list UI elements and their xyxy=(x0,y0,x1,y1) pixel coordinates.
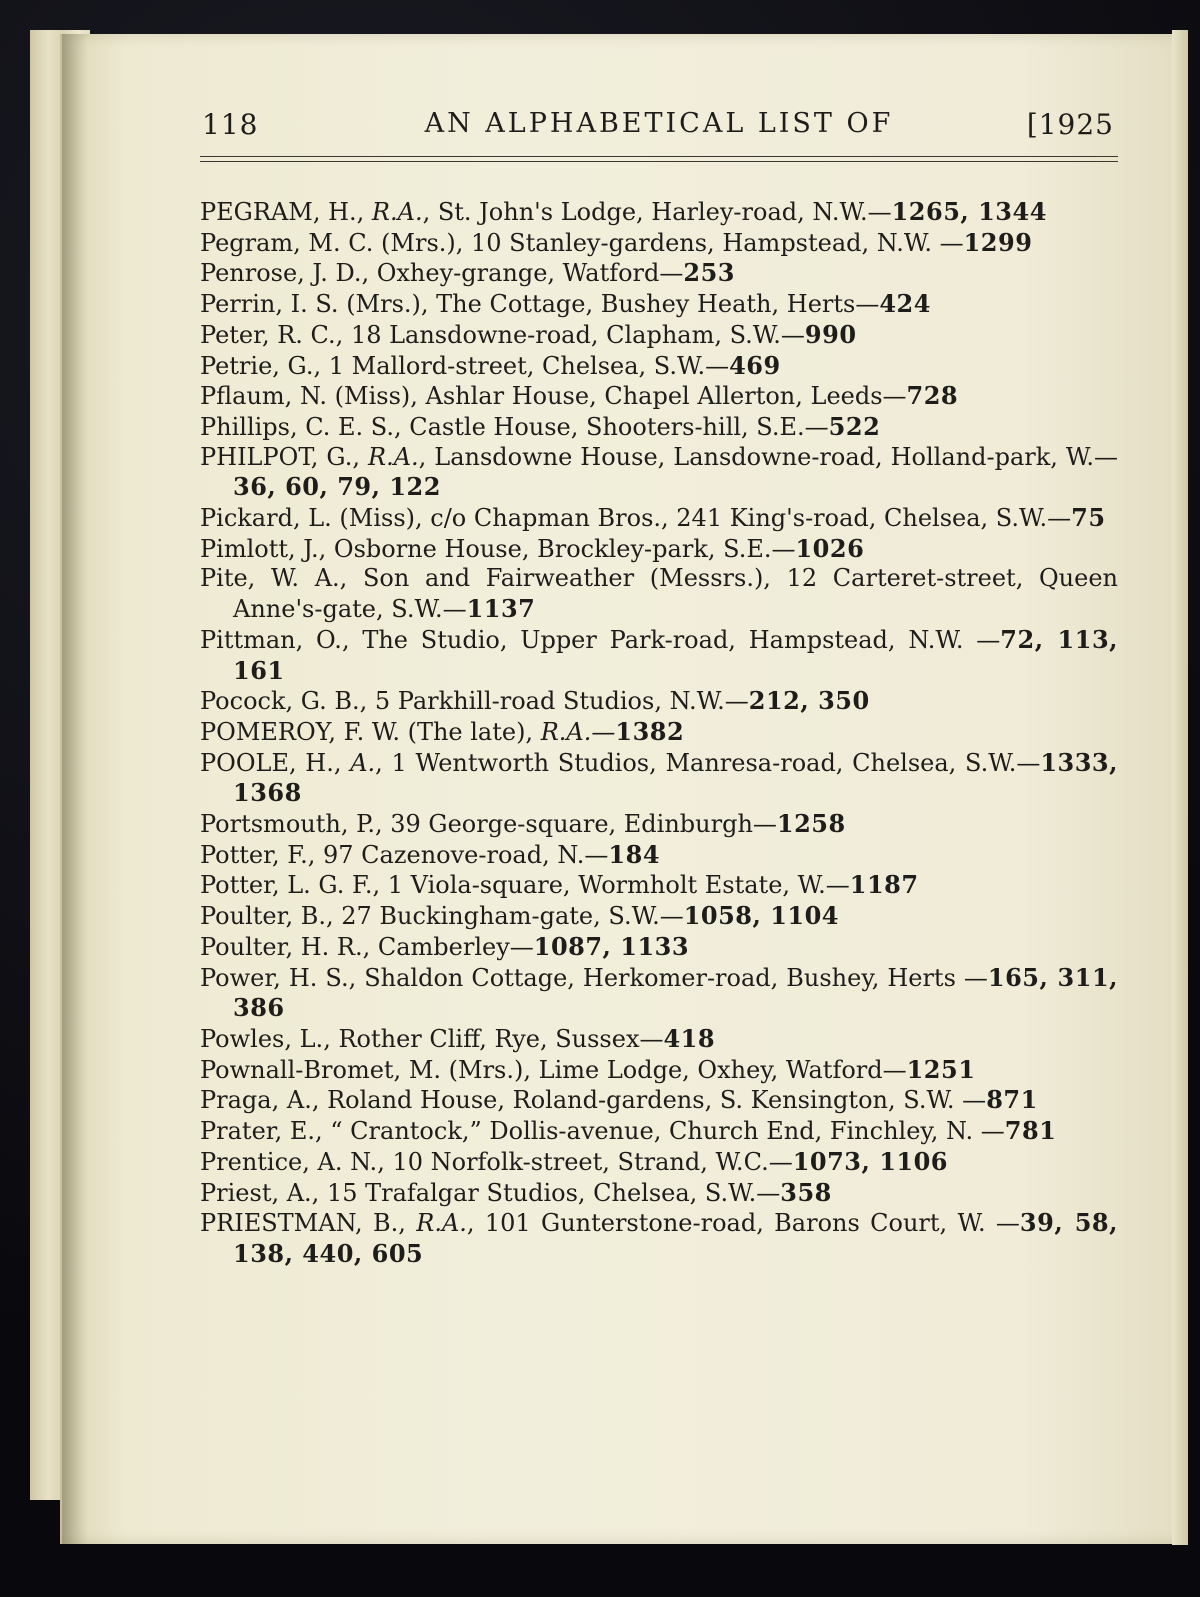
entry-text: Priest, A., 15 Trafalgar Studios, Chelsea, S.W.— xyxy=(200,1178,781,1207)
exhibit-numbers: 212, 350 xyxy=(748,686,870,716)
directory-entry xyxy=(200,1147,1118,1178)
directory-entry xyxy=(200,932,1118,963)
exhibit-numbers: 522 xyxy=(828,411,881,441)
entry-address: , 101 Gunterstone-road, Barons Court, W. — xyxy=(466,1209,1020,1238)
entry-text: Perrin, I. S. (Mrs.), The Cottage, Bushey Heath, Herts— xyxy=(200,290,880,319)
entry-address: , Lansdowne House, Lansdowne-road, Holland-park, W.— xyxy=(418,442,1119,471)
academy-rank: R.A. xyxy=(368,442,419,471)
directory-entry xyxy=(200,351,1118,382)
entry-text: Pegram, M. C. (Mrs.), 10 Stanley-gardens, Hampstead, N.W. — xyxy=(200,228,964,257)
directory-entry xyxy=(200,748,1118,809)
exhibit-numbers: 1258 xyxy=(776,809,846,839)
directory-entry xyxy=(200,534,1118,565)
exhibit-numbers: 1058, 1104 xyxy=(683,901,840,931)
exhibit-numbers: 1333, 1368 xyxy=(233,747,1118,808)
entry-text: Petrie, G., 1 Mallord-street, Chelsea, S.W.— xyxy=(200,351,730,380)
year-mark: [1925 xyxy=(1026,108,1114,141)
entry-text: Phillips, C. E. S., Castle House, Shooters-hill, S.E.— xyxy=(200,412,829,441)
entry-address: — xyxy=(591,717,616,746)
running-title: AN ALPHABETICAL LIST OF xyxy=(424,108,894,139)
exhibit-numbers: 1299 xyxy=(963,227,1033,257)
entry-address: , 1 Wentworth Studios, Manresa-road, Chelsea, S.W.— xyxy=(375,748,1041,777)
exhibit-numbers: 75 xyxy=(1071,503,1106,533)
academy-rank: R.A. xyxy=(540,717,592,746)
exhibit-numbers: 1187 xyxy=(849,870,919,900)
directory-entry xyxy=(200,228,1118,259)
entry-text: Prater, E., “ Crantock,” Dollis-avenue, Church End, Finchley, N. — xyxy=(200,1117,1005,1146)
directory-entry xyxy=(200,1055,1118,1086)
header-rule-top xyxy=(200,156,1118,157)
directory-entry xyxy=(200,1024,1118,1055)
academy-rank: R.A. xyxy=(416,1209,467,1238)
exhibit-numbers: 871 xyxy=(986,1085,1038,1115)
directory-entry xyxy=(200,197,1118,228)
entry-text: Potter, F., 97 Cazenove-road, N.— xyxy=(200,840,609,869)
directory-entry xyxy=(200,320,1118,351)
exhibit-numbers: 1251 xyxy=(906,1054,976,1084)
entry-text: Pocock, G. B., 5 Parkhill-road Studios, N.W.— xyxy=(200,687,749,716)
directory-entry xyxy=(200,443,1118,503)
directory-entry xyxy=(200,625,1118,686)
entry-text: PHILPOT, G., xyxy=(200,442,360,471)
exhibit-numbers: 418 xyxy=(663,1023,716,1053)
directory-entry xyxy=(200,717,1118,748)
exhibit-numbers: 39, 58, 138, 440, 605 xyxy=(233,1208,1118,1268)
directory-entry xyxy=(200,840,1118,871)
exhibit-numbers: 358 xyxy=(780,1177,832,1207)
artist-entry-list xyxy=(200,197,1118,1270)
directory-entry xyxy=(200,963,1118,1024)
directory-entry xyxy=(200,412,1118,443)
entry-address: , St. John's Lodge, Harley-road, N.W.— xyxy=(422,198,892,226)
directory-entry xyxy=(200,1116,1118,1147)
entry-text: PRIESTMAN, B., xyxy=(200,1209,406,1238)
entry-text: Prentice, A. N., 10 Norfolk-street, Strand, W.C.— xyxy=(200,1147,793,1176)
exhibit-numbers: 1026 xyxy=(795,533,865,563)
directory-entry xyxy=(200,258,1118,289)
exhibit-numbers: 165, 311, 386 xyxy=(233,962,1118,1023)
directory-entry xyxy=(200,1208,1118,1269)
entry-text: Praga, A., Roland House, Roland-gardens, S. Kensington, S.W. — xyxy=(200,1086,987,1115)
spine-shadow xyxy=(62,34,88,1544)
entry-text: Poulter, B., 27 Buckingham-gate, S.W.— xyxy=(200,902,684,931)
exhibit-numbers: 253 xyxy=(683,258,735,288)
entry-text: Power, H. S., Shaldon Cottage, Herkomer-road, Bushey, Herts — xyxy=(200,963,988,992)
exhibit-numbers: 424 xyxy=(879,289,931,319)
exhibit-numbers: 1382 xyxy=(615,716,685,746)
directory-entry xyxy=(200,901,1118,932)
exhibit-numbers: 728 xyxy=(906,381,959,411)
entry-text: Potter, L. G. F., 1 Viola-square, Wormholt Estate, W.— xyxy=(200,871,850,900)
exhibit-numbers: 72, 113, 161 xyxy=(233,624,1119,685)
exhibit-numbers: 1087, 1133 xyxy=(533,931,690,961)
entry-text: Poulter, H. R., Camberley— xyxy=(200,932,534,961)
entry-text: PEGRAM, H., xyxy=(200,198,365,226)
header-rule-bottom xyxy=(200,161,1118,162)
directory-entry xyxy=(200,686,1118,717)
directory-entry xyxy=(200,289,1118,320)
directory-entry xyxy=(200,809,1118,840)
directory-entry xyxy=(200,1085,1118,1116)
directory-entry xyxy=(200,564,1118,624)
academy-rank: A. xyxy=(350,748,376,777)
page-right-edge xyxy=(1172,30,1188,1545)
entry-text: Pickard, L. (Miss), c/o Chapman Bros., 241 King's-road, Chelsea, S.W.— xyxy=(200,504,1072,533)
entry-text: Penrose, J. D., Oxhey-grange, Watford— xyxy=(200,259,684,288)
exhibit-numbers: 469 xyxy=(729,350,781,380)
entry-text: POOLE, H., xyxy=(200,748,342,777)
directory-entry xyxy=(200,870,1118,901)
entry-text: Peter, R. C., 18 Lansdowne-road, Clapham, S.W.— xyxy=(200,320,805,349)
entry-text: Powles, L., Rother Cliff, Rye, Sussex— xyxy=(200,1024,664,1053)
entry-text: Pittman, O., The Studio, Upper Park-road, Hampstead, N.W. — xyxy=(200,625,1001,654)
directory-entry xyxy=(200,381,1118,412)
exhibit-numbers: 184 xyxy=(608,839,661,869)
running-header xyxy=(200,108,1118,148)
entry-text: POMEROY, F. W. (The late), xyxy=(200,717,534,746)
academy-rank: R.A. xyxy=(371,198,423,226)
page-number: 118 xyxy=(202,108,259,141)
entry-text: Pownall-Bromet, M. (Mrs.), Lime Lodge, Oxhey, Watford— xyxy=(200,1055,907,1084)
directory-entry xyxy=(200,1178,1118,1209)
entry-text: Pite, W. A., Son and Fairweather (Messrs.), 12 Carteret-street, Queen Anne's-gate, S.W.— xyxy=(200,564,1118,624)
entry-text: Portsmouth, P., 39 George-square, Edinburgh— xyxy=(200,810,777,839)
exhibit-numbers: 1073, 1106 xyxy=(792,1146,949,1176)
entry-text: Pflaum, N. (Miss), Ashlar House, Chapel Allerton, Leeds— xyxy=(200,382,907,411)
exhibit-numbers: 781 xyxy=(1004,1116,1057,1146)
directory-entry xyxy=(200,503,1118,534)
entry-text: Pimlott, J., Osborne House, Brockley-park, S.E.— xyxy=(200,534,796,563)
exhibit-numbers: 1265, 1344 xyxy=(891,197,1047,226)
exhibit-numbers: 36, 60, 79, 122 xyxy=(233,472,441,502)
exhibit-numbers: 1137 xyxy=(466,594,536,624)
exhibit-numbers: 990 xyxy=(804,319,857,349)
